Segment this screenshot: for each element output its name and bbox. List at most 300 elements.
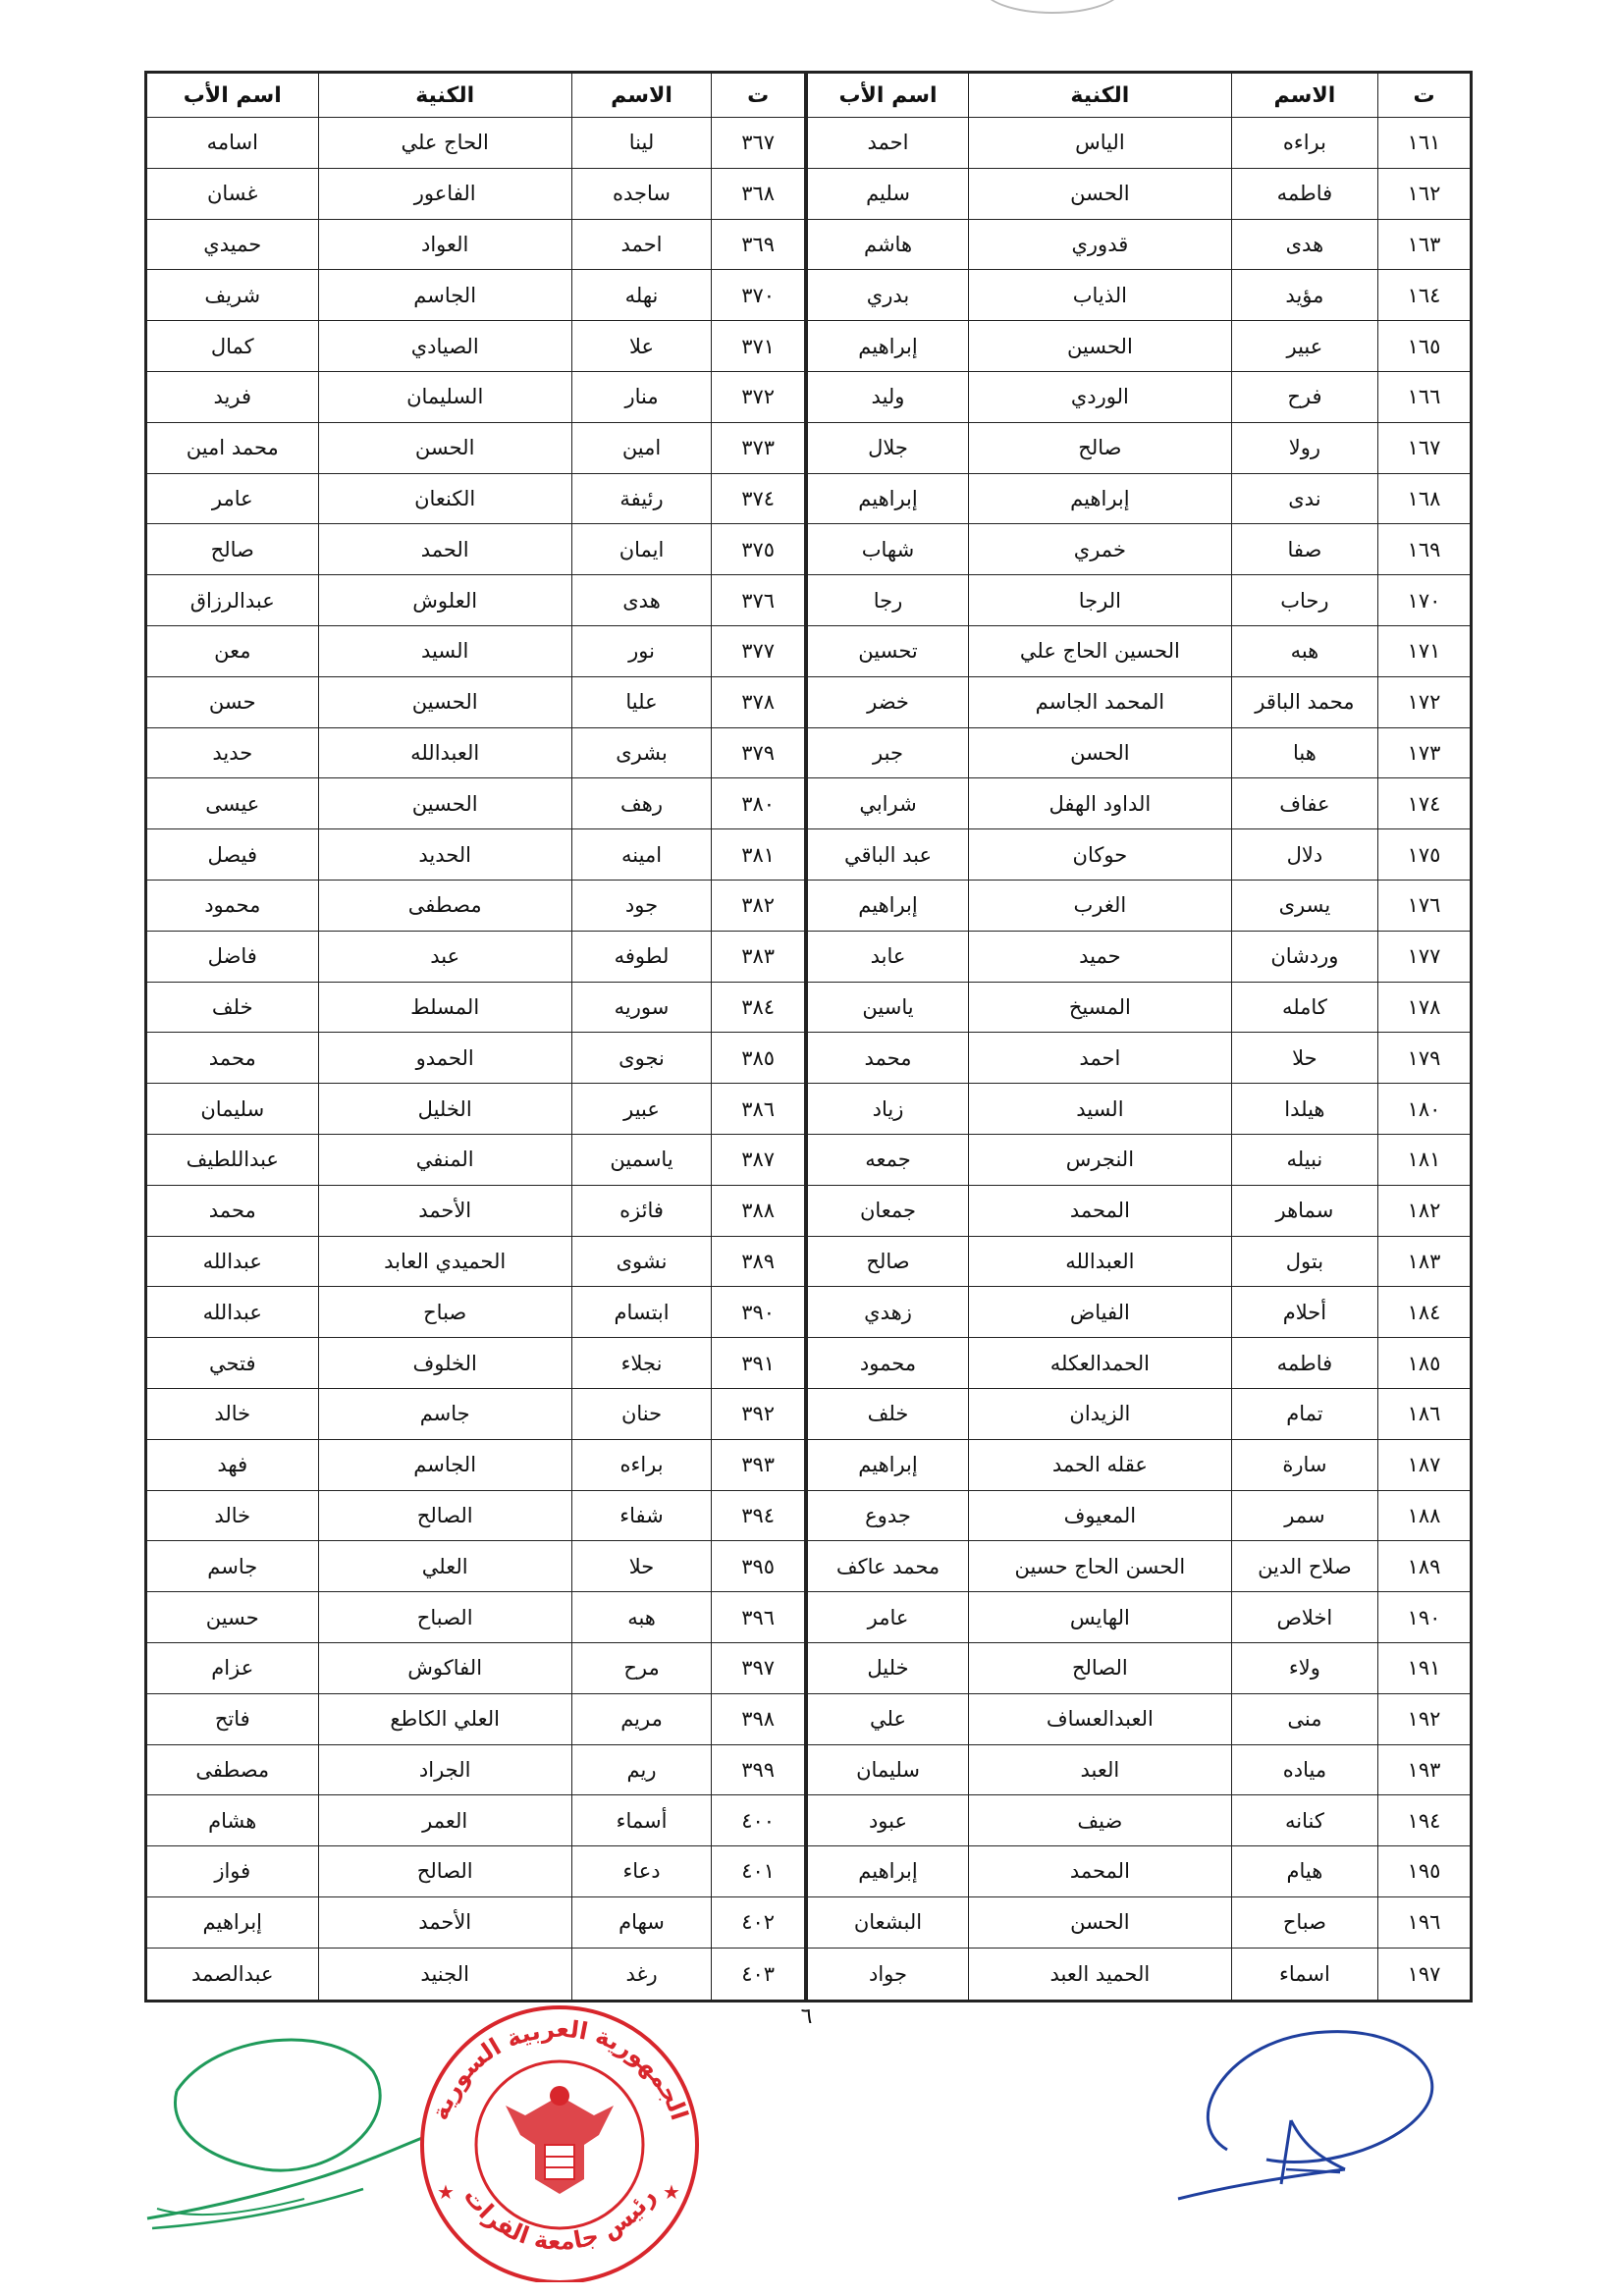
cell-index: ١٨٥ bbox=[1378, 1338, 1472, 1389]
table-row bbox=[146, 676, 805, 727]
cell-index: ١٧٥ bbox=[1378, 829, 1472, 881]
cell-surname: العبدالعساف bbox=[969, 1693, 1232, 1744]
cell-father: محمد bbox=[146, 1185, 319, 1236]
cell-father: عبدالرزاق bbox=[146, 575, 319, 626]
top-decoration bbox=[982, 0, 1123, 14]
table-row bbox=[146, 1744, 805, 1795]
cell-name: هيلدا bbox=[1231, 1084, 1377, 1135]
table-row bbox=[146, 778, 805, 829]
cell-index: ٣٨٨ bbox=[712, 1185, 805, 1236]
cell-index: ١٨٠ bbox=[1378, 1084, 1472, 1135]
cell-index: ٤٠٠ bbox=[712, 1795, 805, 1846]
cell-name: شفاء bbox=[571, 1490, 711, 1541]
cell-index: ٣٨٦ bbox=[712, 1084, 805, 1135]
cell-father: عبدالله bbox=[146, 1287, 319, 1338]
table-row bbox=[807, 829, 1472, 881]
table-row bbox=[146, 1592, 805, 1643]
cell-father: فهد bbox=[146, 1439, 319, 1490]
cell-name: هدى bbox=[571, 575, 711, 626]
cell-surname: الحسن bbox=[969, 1896, 1232, 1948]
cell-father: فريد bbox=[146, 371, 319, 422]
cell-name: حلا bbox=[571, 1541, 711, 1592]
table-row bbox=[807, 422, 1472, 473]
cell-father: جلال bbox=[807, 422, 969, 473]
cell-name: ندى bbox=[1231, 473, 1377, 524]
cell-name: وردشان bbox=[1231, 931, 1377, 982]
cell-name: كامله bbox=[1231, 982, 1377, 1033]
cell-index: ٣٧٢ bbox=[712, 371, 805, 422]
cell-name: عليا bbox=[571, 676, 711, 727]
cell-index: ١٨٨ bbox=[1378, 1490, 1472, 1541]
cell-name: فاطمه bbox=[1231, 168, 1377, 219]
cell-surname: الحسين bbox=[969, 321, 1232, 372]
cell-name: نبيله bbox=[1231, 1134, 1377, 1185]
cell-index: ٣٧٩ bbox=[712, 727, 805, 778]
cell-index: ٣٨٠ bbox=[712, 778, 805, 829]
cell-surname: العبدالله bbox=[969, 1236, 1232, 1287]
table-row bbox=[807, 1388, 1472, 1439]
cell-surname: الوردي bbox=[969, 371, 1232, 422]
cell-name: محمد الباقر bbox=[1231, 676, 1377, 727]
cell-name: هيام bbox=[1231, 1846, 1377, 1897]
cell-index: ٣٨٧ bbox=[712, 1134, 805, 1185]
cell-father: خالد bbox=[146, 1388, 319, 1439]
cell-index: ١٩٦ bbox=[1378, 1896, 1472, 1948]
cell-index: ٣٩٩ bbox=[712, 1744, 805, 1795]
cell-name: حنان bbox=[571, 1388, 711, 1439]
table-row bbox=[146, 422, 805, 473]
table-row bbox=[146, 1846, 805, 1897]
cell-father: اسامه bbox=[146, 118, 319, 169]
table-row bbox=[146, 1388, 805, 1439]
table-row bbox=[807, 880, 1472, 931]
cell-name: سوريه bbox=[571, 982, 711, 1033]
cell-father: حسين bbox=[146, 1592, 319, 1643]
cell-name: رهف bbox=[571, 778, 711, 829]
table-row bbox=[807, 1084, 1472, 1135]
table-body-left bbox=[146, 118, 805, 2002]
cell-index: ٣٦٧ bbox=[712, 118, 805, 169]
cell-surname: الصالح bbox=[969, 1642, 1232, 1693]
table-row bbox=[807, 118, 1472, 169]
seal-star-icon: ★ bbox=[437, 2180, 455, 2204]
cell-surname: الحمدالعكله bbox=[969, 1338, 1232, 1389]
table-row bbox=[146, 1134, 805, 1185]
cell-index: ١٧٢ bbox=[1378, 676, 1472, 727]
cell-surname: الفياض bbox=[969, 1287, 1232, 1338]
cell-surname: الجنيد bbox=[318, 1948, 571, 2001]
cell-name: تمام bbox=[1231, 1388, 1377, 1439]
cell-surname: السيد bbox=[318, 625, 571, 676]
cell-surname: الحسن bbox=[969, 168, 1232, 219]
cell-father: فيصل bbox=[146, 829, 319, 881]
cell-index: ١٨٣ bbox=[1378, 1236, 1472, 1287]
cell-surname: الجراد bbox=[318, 1744, 571, 1795]
table-row bbox=[146, 1795, 805, 1846]
cell-index: ١٦٨ bbox=[1378, 473, 1472, 524]
eagle-emblem-icon bbox=[506, 2086, 614, 2194]
cell-name: كنانه bbox=[1231, 1795, 1377, 1846]
cell-father: صالح bbox=[146, 524, 319, 575]
table-row bbox=[807, 1693, 1472, 1744]
table-row bbox=[146, 575, 805, 626]
table-body-right bbox=[807, 118, 1472, 2002]
cell-father: إبراهيم bbox=[807, 321, 969, 372]
table-row bbox=[807, 1439, 1472, 1490]
cell-father: عزام bbox=[146, 1642, 319, 1693]
cell-surname: الحاج علي bbox=[318, 118, 571, 169]
cell-surname: السليمان bbox=[318, 371, 571, 422]
cell-name: ريم bbox=[571, 1744, 711, 1795]
cell-index: ١٧٤ bbox=[1378, 778, 1472, 829]
cell-name: مريم bbox=[571, 1693, 711, 1744]
table-row bbox=[807, 524, 1472, 575]
cell-index: ٣٨١ bbox=[712, 829, 805, 881]
cell-father: عبداللطيف bbox=[146, 1134, 319, 1185]
table-row bbox=[807, 1896, 1472, 1948]
cell-index: ١٩٣ bbox=[1378, 1744, 1472, 1795]
cell-father: إبراهيم bbox=[807, 473, 969, 524]
table-row bbox=[146, 1541, 805, 1592]
cell-index: ٣٧٣ bbox=[712, 422, 805, 473]
cell-surname: الحسن الحاج حسين bbox=[969, 1541, 1232, 1592]
cell-index: ١٨٢ bbox=[1378, 1185, 1472, 1236]
cell-name: احمد bbox=[571, 219, 711, 270]
cell-index: ١٦٦ bbox=[1378, 371, 1472, 422]
table-row bbox=[146, 1287, 805, 1338]
table-row bbox=[807, 321, 1472, 372]
cell-father: خلف bbox=[807, 1388, 969, 1439]
header-father: اسم الأب bbox=[807, 73, 969, 118]
cell-father: عبدالصمد bbox=[146, 1948, 319, 2001]
cell-surname: العلي bbox=[318, 1541, 571, 1592]
cell-father: حسن bbox=[146, 676, 319, 727]
cell-father: خليل bbox=[807, 1642, 969, 1693]
cell-surname: الحميدي العابد bbox=[318, 1236, 571, 1287]
cell-father: تحسين bbox=[807, 625, 969, 676]
header-index: ت bbox=[712, 73, 805, 118]
table-row bbox=[807, 219, 1472, 270]
table-row bbox=[146, 219, 805, 270]
cell-index: ٣٨٤ bbox=[712, 982, 805, 1033]
table-row bbox=[146, 1084, 805, 1135]
table-row bbox=[146, 1896, 805, 1948]
cell-name: فاطمه bbox=[1231, 1338, 1377, 1389]
cell-surname: العلي الكاطع bbox=[318, 1693, 571, 1744]
cell-name: نهله bbox=[571, 270, 711, 321]
table-row bbox=[146, 168, 805, 219]
cell-surname: الكنعان bbox=[318, 473, 571, 524]
cell-surname: الحسن bbox=[318, 422, 571, 473]
cell-father: ياسين bbox=[807, 982, 969, 1033]
cell-father: فاضل bbox=[146, 931, 319, 982]
cell-father: سليمان bbox=[146, 1084, 319, 1135]
cell-index: ٣٩٧ bbox=[712, 1642, 805, 1693]
cell-surname: الصالح bbox=[318, 1490, 571, 1541]
cell-name: امينه bbox=[571, 829, 711, 881]
cell-index: ٣٧٠ bbox=[712, 270, 805, 321]
cell-index: ١٦٣ bbox=[1378, 219, 1472, 270]
table-row bbox=[146, 880, 805, 931]
cell-father: وليد bbox=[807, 371, 969, 422]
cell-surname: صباح bbox=[318, 1287, 571, 1338]
cell-index: ٣٧٦ bbox=[712, 575, 805, 626]
table-row bbox=[146, 727, 805, 778]
cell-father: محمود bbox=[146, 880, 319, 931]
names-tables bbox=[144, 71, 1473, 2002]
table-row bbox=[807, 473, 1472, 524]
cell-index: ١٦٢ bbox=[1378, 168, 1472, 219]
cell-name: مؤيد bbox=[1231, 270, 1377, 321]
cell-father: رجا bbox=[807, 575, 969, 626]
table-row bbox=[807, 1795, 1472, 1846]
cell-index: ١٩٥ bbox=[1378, 1846, 1472, 1897]
table-row bbox=[146, 829, 805, 881]
table-row bbox=[807, 1236, 1472, 1287]
cell-father: سليم bbox=[807, 168, 969, 219]
table-row bbox=[146, 931, 805, 982]
cell-father: محمد عاكف bbox=[807, 1541, 969, 1592]
cell-index: ٣٧٧ bbox=[712, 625, 805, 676]
cell-surname: المسيخ bbox=[969, 982, 1232, 1033]
green-signature bbox=[137, 2012, 432, 2248]
cell-surname: السيد bbox=[969, 1084, 1232, 1135]
cell-father: جبر bbox=[807, 727, 969, 778]
cell-name: رغد bbox=[571, 1948, 711, 2001]
cell-index: ١٩٧ bbox=[1378, 1948, 1472, 2001]
cell-index: ١٨٧ bbox=[1378, 1439, 1472, 1490]
cell-surname: العبد bbox=[969, 1744, 1232, 1795]
table-header-row bbox=[807, 73, 1472, 118]
cell-name: مياده bbox=[1231, 1744, 1377, 1795]
table-row bbox=[807, 1287, 1472, 1338]
cell-surname: حميد bbox=[969, 931, 1232, 982]
cell-surname: الفاعور bbox=[318, 168, 571, 219]
cell-index: ١٧٦ bbox=[1378, 880, 1472, 931]
cell-surname: المحمد الجاسم bbox=[969, 676, 1232, 727]
cell-surname: خمري bbox=[969, 524, 1232, 575]
table-row bbox=[807, 1185, 1472, 1236]
cell-surname: المحمد bbox=[969, 1185, 1232, 1236]
cell-name: عفاف bbox=[1231, 778, 1377, 829]
cell-name: منى bbox=[1231, 1693, 1377, 1744]
cell-name: حلا bbox=[1231, 1033, 1377, 1084]
cell-surname: الحمد bbox=[318, 524, 571, 575]
cell-index: ٤٠٢ bbox=[712, 1896, 805, 1948]
cell-index: ٣٧٥ bbox=[712, 524, 805, 575]
table-row bbox=[146, 1033, 805, 1084]
cell-name: اخلاص bbox=[1231, 1592, 1377, 1643]
cell-index: ٣٩٤ bbox=[712, 1490, 805, 1541]
cell-surname: مصطفى bbox=[318, 880, 571, 931]
table-row bbox=[146, 1338, 805, 1389]
cell-surname: عبد bbox=[318, 931, 571, 982]
table-row bbox=[807, 1948, 1472, 2001]
table-row bbox=[146, 1693, 805, 1744]
table-row bbox=[146, 982, 805, 1033]
cell-index: ٣٨٢ bbox=[712, 880, 805, 931]
cell-index: ١٧٨ bbox=[1378, 982, 1472, 1033]
cell-surname: الزيدان bbox=[969, 1388, 1232, 1439]
cell-father: عابد bbox=[807, 931, 969, 982]
cell-surname: إبراهيم bbox=[969, 473, 1232, 524]
cell-father: شرابي bbox=[807, 778, 969, 829]
cell-father: مصطفى bbox=[146, 1744, 319, 1795]
cell-index: ١٧١ bbox=[1378, 625, 1472, 676]
cell-surname: العمر bbox=[318, 1795, 571, 1846]
cell-name: هبه bbox=[571, 1592, 711, 1643]
table-row bbox=[807, 575, 1472, 626]
cell-father: عبود bbox=[807, 1795, 969, 1846]
cell-index: ٣٩٦ bbox=[712, 1592, 805, 1643]
table-header-row bbox=[146, 73, 805, 118]
table-row bbox=[807, 371, 1472, 422]
cell-name: أسماء bbox=[571, 1795, 711, 1846]
cell-name: ولاء bbox=[1231, 1642, 1377, 1693]
table-row bbox=[807, 270, 1472, 321]
cell-surname: الرجا bbox=[969, 575, 1232, 626]
cell-surname: المنفي bbox=[318, 1134, 571, 1185]
cell-father: إبراهيم bbox=[807, 880, 969, 931]
cell-father: معن bbox=[146, 625, 319, 676]
cell-father: عبدالله bbox=[146, 1236, 319, 1287]
cell-index: ١٦١ bbox=[1378, 118, 1472, 169]
table-row bbox=[146, 524, 805, 575]
table-row bbox=[146, 1185, 805, 1236]
cell-name: دعاء bbox=[571, 1846, 711, 1897]
cell-surname: الياس bbox=[969, 118, 1232, 169]
cell-father: إبراهيم bbox=[807, 1846, 969, 1897]
cell-name: نجلاء bbox=[571, 1338, 711, 1389]
cell-name: رولا bbox=[1231, 422, 1377, 473]
cell-index: ١٩٤ bbox=[1378, 1795, 1472, 1846]
cell-father: علي bbox=[807, 1693, 969, 1744]
cell-name: عبير bbox=[1231, 321, 1377, 372]
table-row bbox=[146, 1439, 805, 1490]
cell-index: ٣٨٩ bbox=[712, 1236, 805, 1287]
cell-index: ٣٩٨ bbox=[712, 1693, 805, 1744]
cell-father: حديد bbox=[146, 727, 319, 778]
cell-surname: النجرس bbox=[969, 1134, 1232, 1185]
cell-surname: العلوش bbox=[318, 575, 571, 626]
cell-index: ٣٧١ bbox=[712, 321, 805, 372]
cell-name: رحاب bbox=[1231, 575, 1377, 626]
cell-father: جواد bbox=[807, 1948, 969, 2001]
cell-name: ساجده bbox=[571, 168, 711, 219]
cell-surname: قدوري bbox=[969, 219, 1232, 270]
cell-name: براءه bbox=[1231, 118, 1377, 169]
table-row bbox=[807, 1134, 1472, 1185]
table-row bbox=[807, 982, 1472, 1033]
header-name: الاسم bbox=[1231, 73, 1377, 118]
cell-index: ١٦٧ bbox=[1378, 422, 1472, 473]
table-row bbox=[146, 1490, 805, 1541]
table-row bbox=[807, 727, 1472, 778]
cell-index: ٣٩١ bbox=[712, 1338, 805, 1389]
cell-father: جدوع bbox=[807, 1490, 969, 1541]
cell-name: سارة bbox=[1231, 1439, 1377, 1490]
cell-index: ١٧٩ bbox=[1378, 1033, 1472, 1084]
cell-surname: الهايس bbox=[969, 1592, 1232, 1643]
cell-name: امين bbox=[571, 422, 711, 473]
cell-name: لطوفه bbox=[571, 931, 711, 982]
cell-index: ١٨٤ bbox=[1378, 1287, 1472, 1338]
cell-surname: جاسم bbox=[318, 1388, 571, 1439]
cell-name: منار bbox=[571, 371, 711, 422]
table-row bbox=[807, 1541, 1472, 1592]
cell-name: يسرى bbox=[1231, 880, 1377, 931]
table-row bbox=[146, 371, 805, 422]
cell-surname: العبدالله bbox=[318, 727, 571, 778]
cell-father: خالد bbox=[146, 1490, 319, 1541]
cell-surname: الحمدو bbox=[318, 1033, 571, 1084]
table-row bbox=[146, 625, 805, 676]
cell-surname: العواد bbox=[318, 219, 571, 270]
cell-name: سهام bbox=[571, 1896, 711, 1948]
cell-name: صفا bbox=[1231, 524, 1377, 575]
cell-name: صباح bbox=[1231, 1896, 1377, 1948]
table-row bbox=[807, 168, 1472, 219]
table-row bbox=[807, 1592, 1472, 1643]
cell-father: زهدي bbox=[807, 1287, 969, 1338]
header-father: اسم الأب bbox=[146, 73, 319, 118]
cell-surname: صالح bbox=[969, 422, 1232, 473]
cell-index: ٤٠١ bbox=[712, 1846, 805, 1897]
cell-name: هدى bbox=[1231, 219, 1377, 270]
cell-father: زياد bbox=[807, 1084, 969, 1135]
cell-father: شهاب bbox=[807, 524, 969, 575]
cell-name: بتول bbox=[1231, 1236, 1377, 1287]
header-surname: الكنية bbox=[318, 73, 571, 118]
cell-name: براءه bbox=[571, 1439, 711, 1490]
cell-surname: الحسن bbox=[969, 727, 1232, 778]
cell-father: فاتح bbox=[146, 1693, 319, 1744]
cell-father: هاشم bbox=[807, 219, 969, 270]
cell-index: ٣٩٢ bbox=[712, 1388, 805, 1439]
table-row bbox=[807, 931, 1472, 982]
cell-surname: احمد bbox=[969, 1033, 1232, 1084]
cell-name: أحلام bbox=[1231, 1287, 1377, 1338]
cell-father: عامر bbox=[146, 473, 319, 524]
cell-father: جمعان bbox=[807, 1185, 969, 1236]
table-row bbox=[807, 1338, 1472, 1389]
blue-signature bbox=[1168, 2012, 1453, 2209]
cell-surname: حوكان bbox=[969, 829, 1232, 881]
cell-surname: عقله الحمد bbox=[969, 1439, 1232, 1490]
cell-index: ٣٧٨ bbox=[712, 676, 805, 727]
cell-surname: الذياب bbox=[969, 270, 1232, 321]
table-row bbox=[146, 1236, 805, 1287]
cell-name: هبا bbox=[1231, 727, 1377, 778]
seal-top-text: الجمهورية العربية السورية bbox=[425, 2014, 694, 2124]
cell-surname: الأحمد bbox=[318, 1185, 571, 1236]
cell-father: احمد bbox=[807, 118, 969, 169]
cell-name: نور bbox=[571, 625, 711, 676]
table-row bbox=[807, 1490, 1472, 1541]
cell-surname: الأحمد bbox=[318, 1896, 571, 1948]
cell-surname: الغرب bbox=[969, 880, 1232, 931]
cell-name: نشوى bbox=[571, 1236, 711, 1287]
cell-name: اسماء bbox=[1231, 1948, 1377, 2001]
cell-index: ١٧٧ bbox=[1378, 931, 1472, 982]
table-row bbox=[807, 1744, 1472, 1795]
cell-index: ١٦٤ bbox=[1378, 270, 1472, 321]
cell-father: محمد bbox=[807, 1033, 969, 1084]
cell-index: ٣٦٨ bbox=[712, 168, 805, 219]
table-row bbox=[146, 118, 805, 169]
cell-surname: المسلط bbox=[318, 982, 571, 1033]
cell-index: ٣٩٥ bbox=[712, 1541, 805, 1592]
